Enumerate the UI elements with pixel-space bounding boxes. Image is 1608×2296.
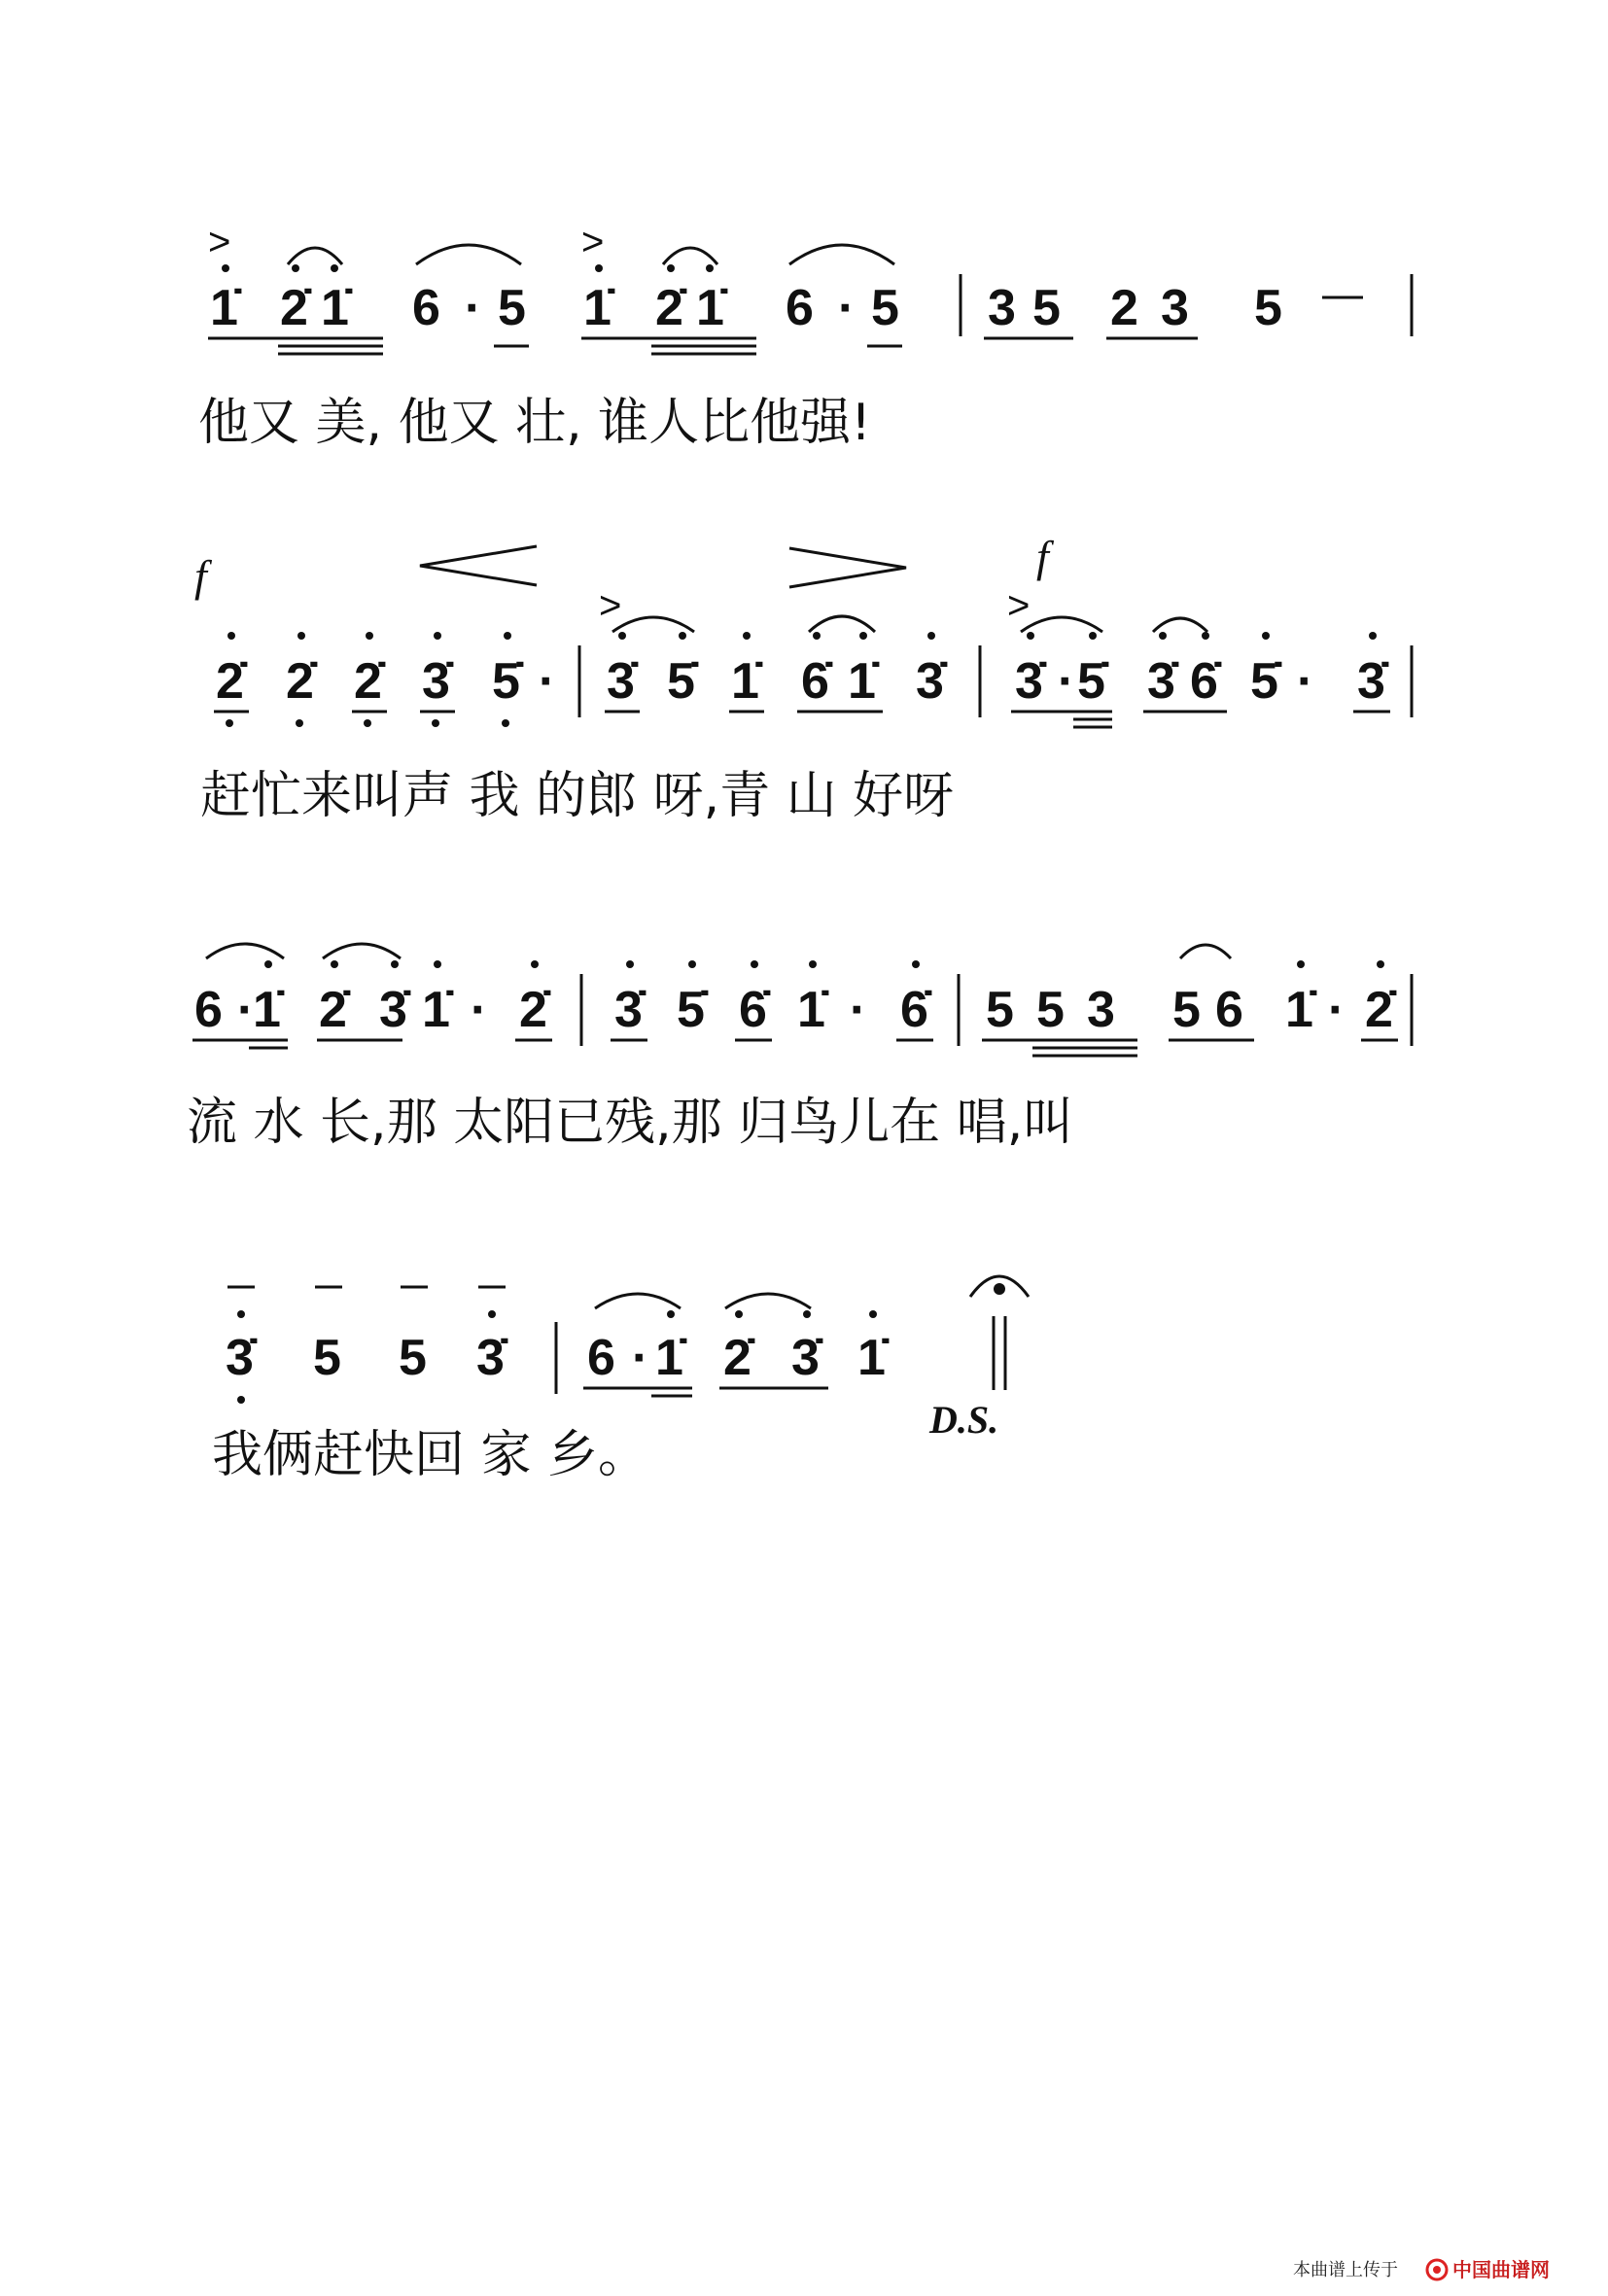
fermata-dot (994, 1283, 1005, 1295)
note: 5̇ (667, 653, 695, 710)
note: 1̇ (797, 982, 825, 1038)
note: 1̇ (731, 653, 759, 710)
crescendo-hairpin (420, 546, 537, 585)
augmentation-dot: · (1328, 982, 1346, 1038)
note: 1̇ (253, 982, 281, 1038)
slur (725, 1294, 811, 1308)
dal-segno-mark: D.S. (929, 1398, 999, 1442)
note: 6 (194, 982, 223, 1038)
note: 3 (1087, 982, 1115, 1038)
note: 2̇ (519, 982, 547, 1038)
augmentation-dot: · (632, 1330, 649, 1386)
site-logo-icon (1427, 2260, 1447, 2279)
accent-mark: > (208, 221, 231, 263)
decrescendo-hairpin (789, 548, 906, 587)
slur (288, 248, 342, 264)
note: 2̇ (723, 1330, 752, 1386)
note: 3̇ (791, 1330, 820, 1386)
slur (1021, 617, 1102, 632)
note: 3̇ (1147, 653, 1175, 710)
note: 6̇ (801, 653, 829, 710)
lyrics-line: 赶忙来叫声 我 的郎 呀,青 山 好呀 (200, 767, 955, 825)
note: 6 (412, 280, 440, 336)
note: 3̇ (476, 1330, 505, 1386)
slur (789, 245, 894, 264)
note: 3̇ (1357, 653, 1385, 710)
note: 5 (871, 280, 899, 336)
note: 1̇ (848, 653, 876, 710)
note: 3 (988, 280, 1016, 336)
note: 3̇ (422, 653, 450, 710)
note: 6 (587, 1330, 615, 1386)
note: 2̇ (655, 280, 683, 336)
dynamic-forte: f (1036, 532, 1049, 581)
slur (1153, 618, 1207, 632)
lyrics-line: 我俩赶快回 家 乡。 (212, 1426, 649, 1484)
note: 6̇ (900, 982, 928, 1038)
system-1 (198, 221, 1412, 452)
note: 3̇ (1015, 653, 1043, 710)
system-4 (212, 1276, 1029, 1484)
note: 5 (986, 982, 1014, 1038)
slur (612, 617, 694, 632)
note: 6̇ (739, 982, 767, 1038)
accent-mark: > (1007, 584, 1031, 627)
note: 3 (1161, 280, 1189, 336)
note: 3̇ (607, 653, 635, 710)
note: 2̇ (286, 653, 314, 710)
note: 5̇ (677, 982, 705, 1038)
augmentation-dot: · (465, 280, 482, 336)
note: 5̇ (492, 653, 520, 710)
note: 1̇ (857, 1330, 886, 1386)
note: 2̇ (319, 982, 347, 1038)
note: 5 (498, 280, 526, 336)
note: 6 (1215, 982, 1243, 1038)
system-3 (187, 944, 1412, 1152)
note: 5̇ (1250, 653, 1278, 710)
accent-mark: > (581, 221, 605, 263)
dynamic-forte: f (194, 551, 207, 601)
note: 2̇ (1365, 982, 1393, 1038)
note: 5 (1254, 280, 1282, 336)
note: 2̇ (354, 653, 382, 710)
footer-watermark (1293, 2258, 1550, 2281)
slur (1180, 945, 1231, 958)
note: 1̇ (321, 280, 349, 336)
augmentation-dot: · (539, 653, 556, 710)
note: 1̇ (696, 280, 724, 336)
slur (663, 248, 717, 264)
note: 3̇ (916, 653, 944, 710)
accent-mark: > (599, 584, 622, 627)
slur (206, 944, 284, 958)
augmentation-dot: · (850, 982, 867, 1038)
note: 5 (1172, 982, 1201, 1038)
note: 6 (786, 280, 814, 336)
augmentation-dot: · (471, 982, 488, 1038)
augmentation-dot: · (838, 280, 856, 336)
slur (323, 944, 401, 958)
system-2 (194, 532, 1412, 825)
note: 3̇ (226, 1330, 254, 1386)
note: 6̇ (1190, 653, 1218, 710)
lyrics-line: 流 水 长,那 太阳已残,那 归鸟儿在 唱,叫 (187, 1094, 1074, 1152)
note: 2̇ (216, 653, 244, 710)
note: 5 (1032, 280, 1061, 336)
note: 5 (399, 1330, 427, 1386)
note: 1̇ (583, 280, 612, 336)
slur (595, 1294, 681, 1308)
note: 5̇ (1077, 653, 1105, 710)
augmentation-dot: · (1297, 653, 1314, 710)
note: 2̇ (280, 280, 308, 336)
note: 5 (1036, 982, 1065, 1038)
site-name: 中国曲谱网 (1452, 2258, 1550, 2281)
note: 3̇ (614, 982, 643, 1038)
note: 1̇ (210, 280, 238, 336)
lyrics-line: 他又 美, 他又 壮, 谁人比他强! (198, 394, 872, 452)
slur (416, 245, 521, 264)
note: 1̇ (1285, 982, 1313, 1038)
note: 1̇ (655, 1330, 683, 1386)
upload-credit: 本曲谱上传于 (1293, 2260, 1398, 2280)
note: 5 (313, 1330, 341, 1386)
note: 3̇ (379, 982, 407, 1038)
augmentation-dot: · (237, 982, 255, 1038)
note: 2 (1110, 280, 1138, 336)
augmentation-dot: · (1058, 653, 1075, 710)
note: 1̇ (422, 982, 450, 1038)
slur (809, 616, 875, 632)
